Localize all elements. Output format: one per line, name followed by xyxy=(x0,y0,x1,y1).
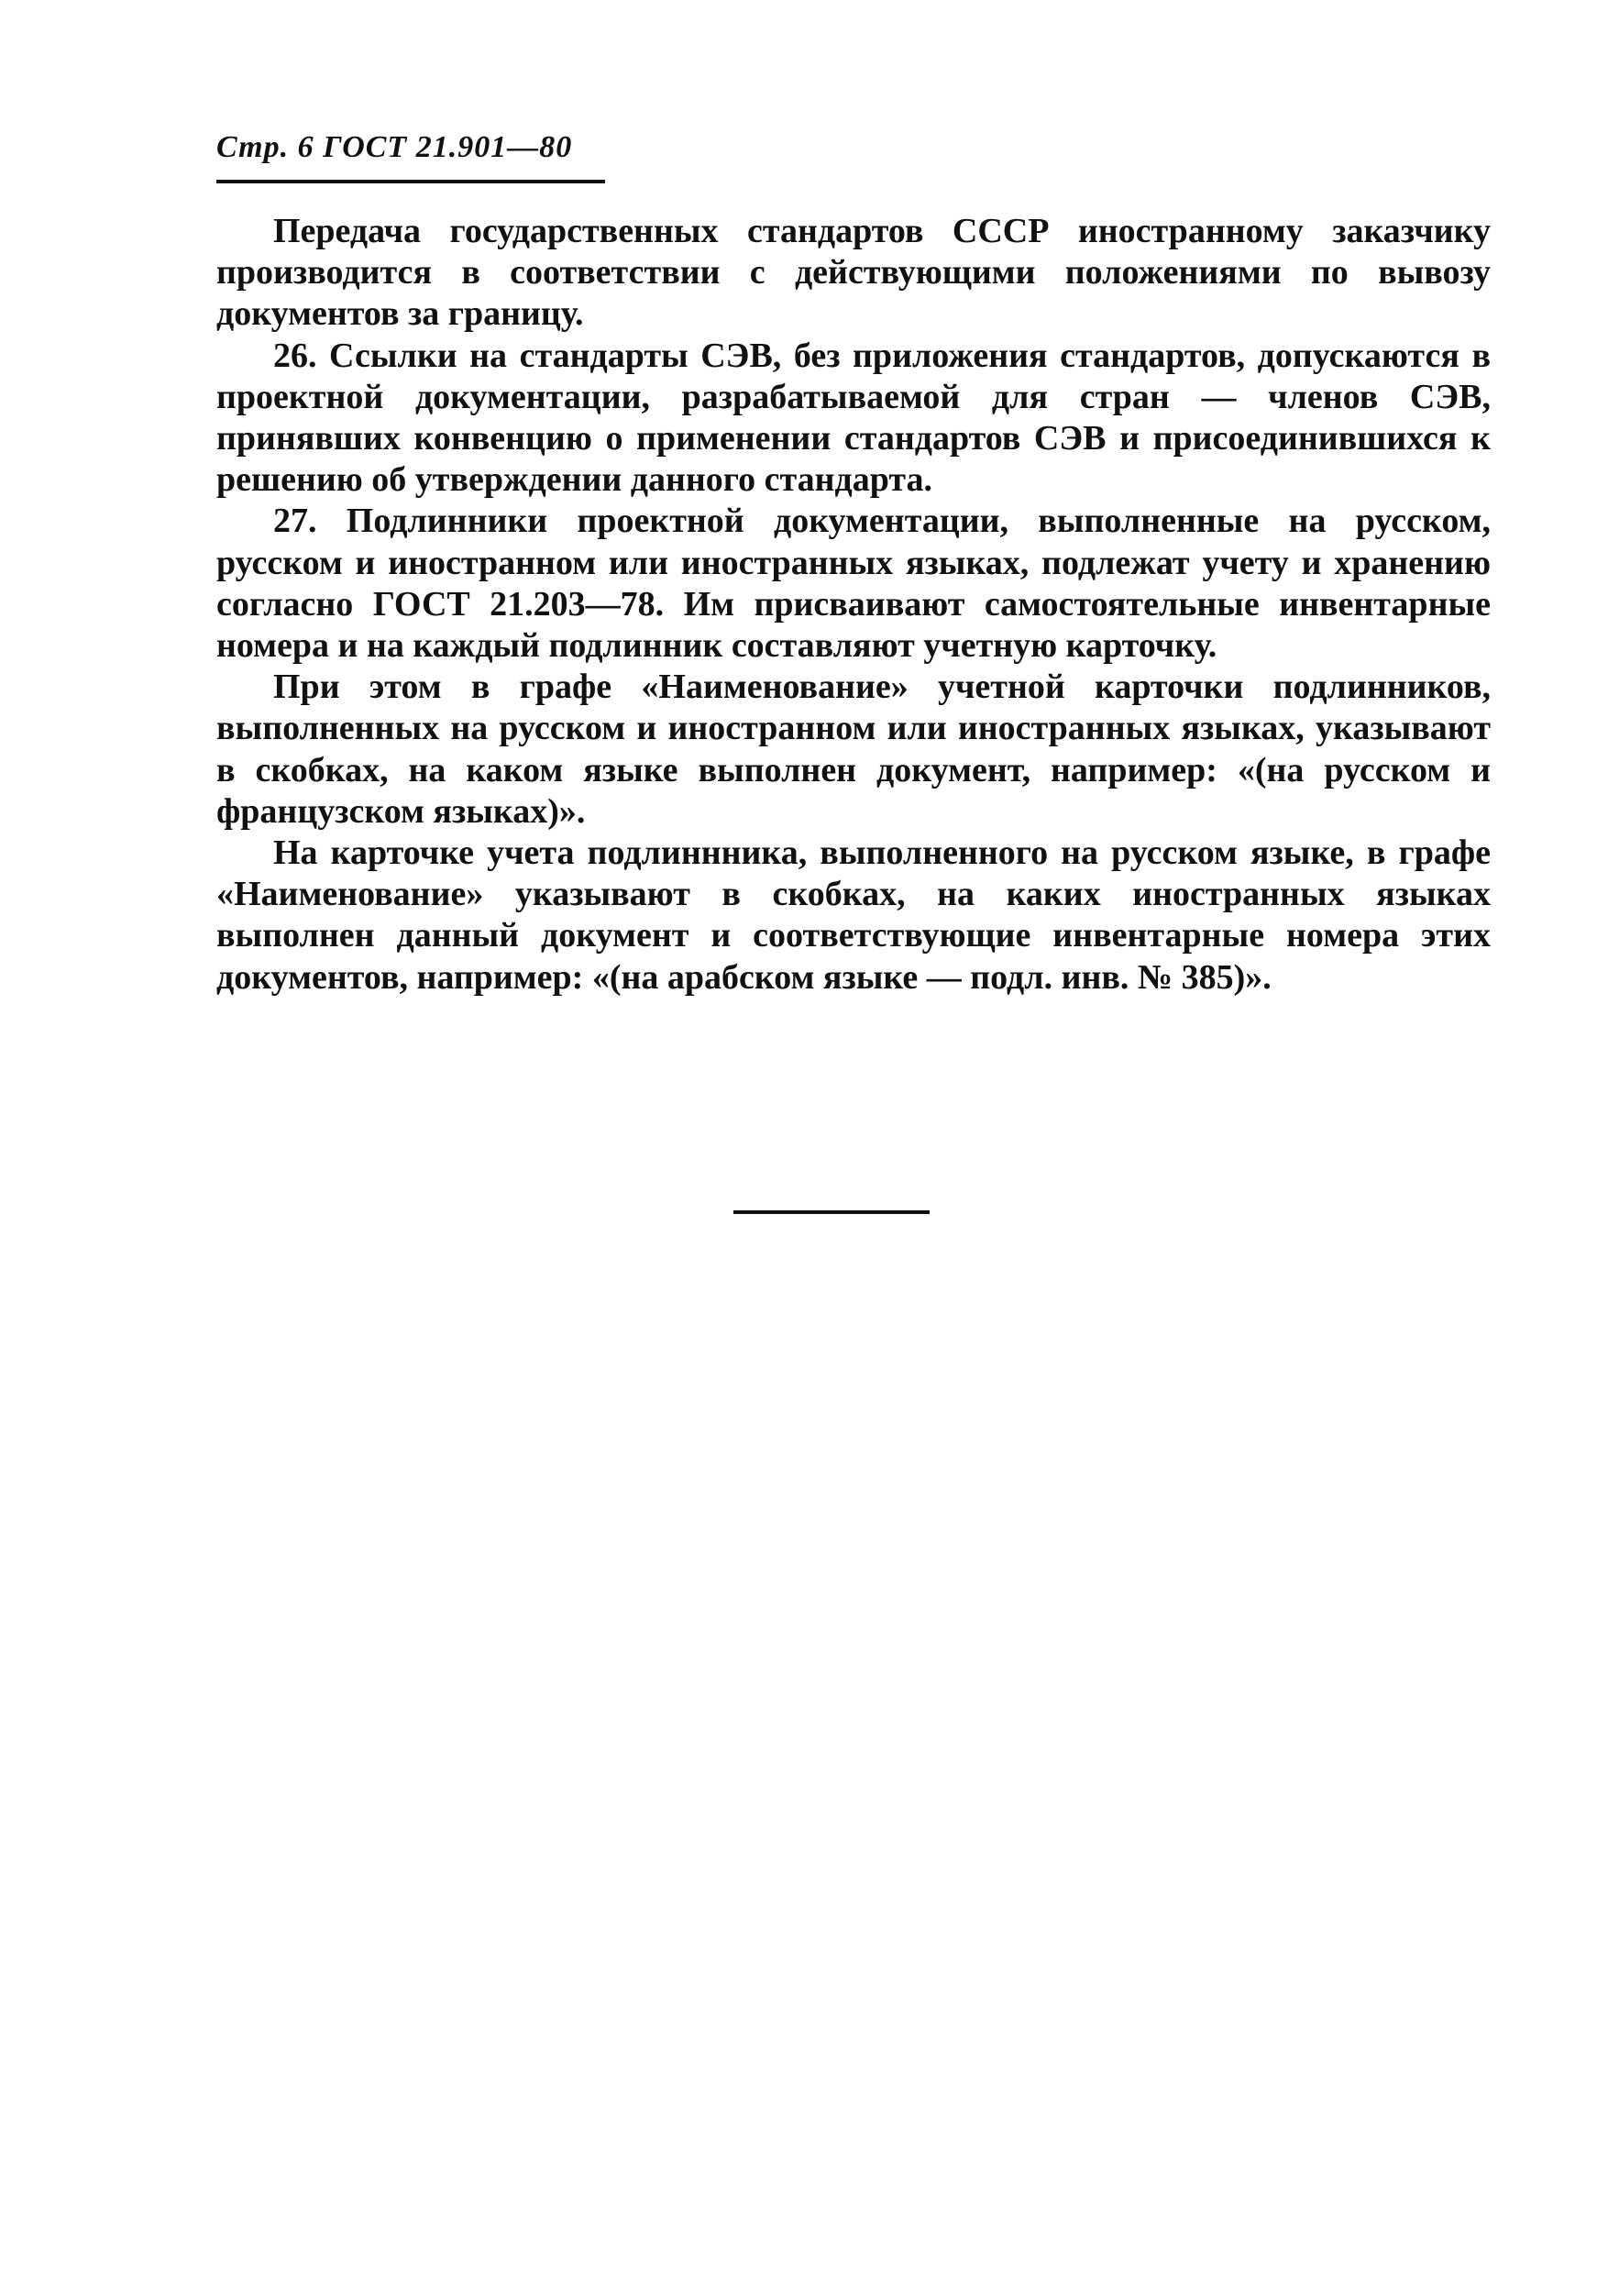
paragraph-naming: При этом в графе «Наименование» учетной карточки подлинников, выполненных на русском и иностранном или иностранных языках, указывают в скобках, на каком языке выполнен документ, например: «(на русском и французском языках)». xyxy=(216,668,1491,831)
paragraph-transfer: Передача государственных стандартов СССР иностранному заказчику производится в соответствии с действующими положениями по вывозу документов за границу. xyxy=(216,212,1491,334)
page-header: Стр. 6 ГОСТ 21.901—80 xyxy=(216,130,573,164)
paragraph-27: 27. Подлинники проектной документации, выполненные на русском, русском и иностранном или иностранных языках, подлежат учету и хранению согласно ГОСТ 21.203—78. Им присваивают самостоятельные инвентарные номера и на каждый подлинник составляют учетную карточку. xyxy=(216,502,1491,666)
end-rule xyxy=(733,1210,930,1214)
paragraph-card: На карточке учета подлиннника, выполненного на русском языке, в графе «Наименование» указывают в скобках, на каких иностранных языках выполнен данный документ и соответствующие инвентарные номера этих документов, например: «(на арабском языке — подл. инв. № 385)». xyxy=(216,833,1491,997)
header-rule xyxy=(216,180,605,183)
body-text xyxy=(216,211,1491,999)
paragraph-26: 26. Ссылки на стандарты СЭВ, без приложения стандартов, допускаются в проектной документации, разрабатываемой для стран — членов СЭВ, принявших конвенцию о применении стандартов СЭВ и присоединившихся к решению об утверждении данного стандарта. xyxy=(216,336,1491,500)
